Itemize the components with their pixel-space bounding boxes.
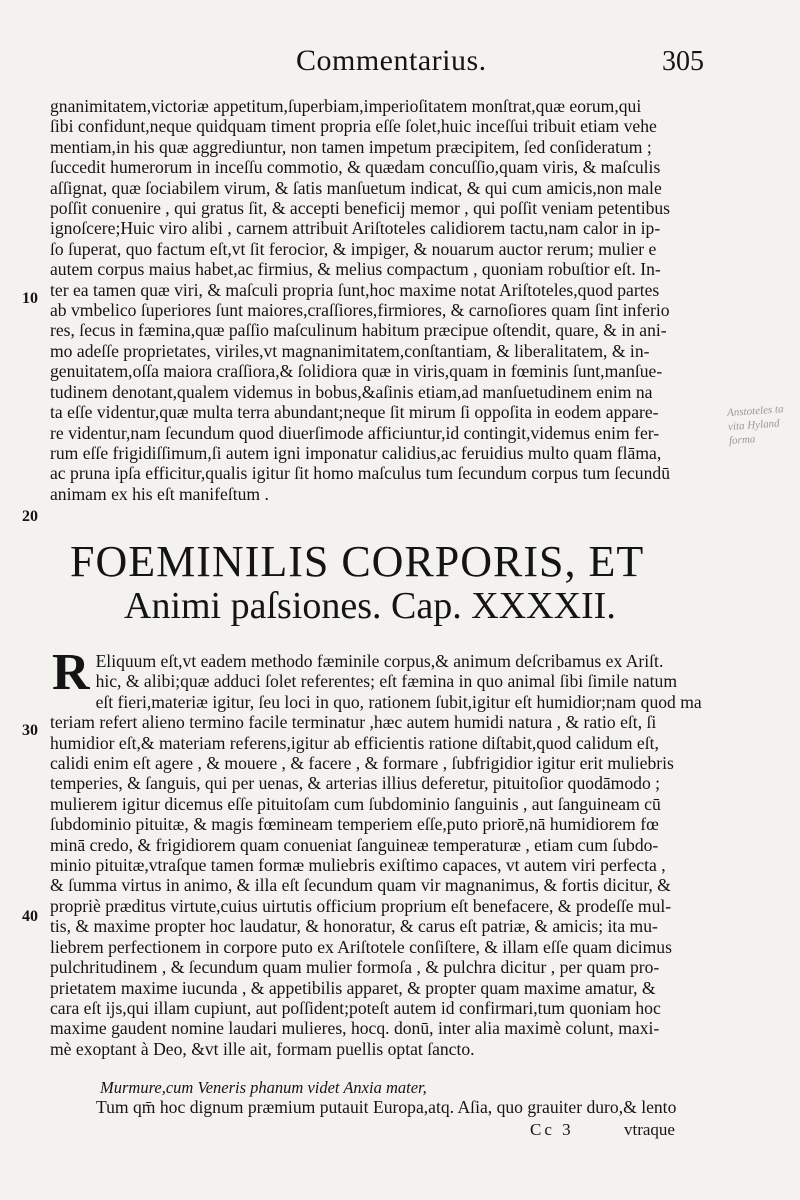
text-line: ſuccedit humerorum in inceſſu commotio, & quædam concuſſio,quam viris, & maſculis <box>50 157 661 178</box>
text-line: ſo ſuperat, quo factum eſt,vt ſit ferocior, & impiger, & nouarum auctor rerum; mulier e <box>50 238 657 259</box>
text-line: minā credo, & frigidiorem quam conueniat ſanguineæ temperaturæ , etiam cum ſubdo- <box>50 834 659 855</box>
running-header: Commentarius. <box>296 44 487 77</box>
text-line: ab vmbelico ſuperiores ſunt maiores,craſſiores,firmiores, & carnoſiores quam ſint inferio <box>50 300 670 321</box>
text-line: pulchritudinem , & ſecundum quam mulier formoſa , & pulchra dicitur , per quam pro- <box>50 957 660 978</box>
text-line: temperies, & ſanguis, qui per uenas, & arterias illius deferetur, pituitoſior quodāmodo ; <box>50 773 661 794</box>
margin-line-number: 30 <box>22 722 38 739</box>
text-line: gnanimitatem,victoriæ appetitum,ſuperbiam,imperioſitatem monſtrat,quæ eorum,qui <box>50 96 642 116</box>
signature-mark: Cc 3 <box>530 1120 574 1139</box>
text-line: animam ex his eſt manifeſtum . <box>50 483 269 504</box>
text-line: genuitatem,oſſa maiora craſſiora,& ſolidiora quæ in viris,quam in fœminis ſunt,manſue- <box>50 361 663 382</box>
text-line: humidior eſt,& materiam referens,igitur ab efficientis ratione diſtabit,quod calidum eſt, <box>50 732 659 753</box>
text-line: maxime gaudent nomine laudari mulieres, hocq. donū, inter alia maximè colunt, maxi- <box>50 1018 660 1039</box>
text-line: rum eſſe frigidiſſimum,ſi autem igni imponatur calidius,ac feruidius multo quam flāma, <box>50 442 662 463</box>
verse-quotation: Murmure,cum Veneris phanum videt Anxia mater, <box>100 1078 427 1097</box>
text-line: cara eſt ijs,qui illam cupiunt, aut poſſident;poteſt autem id confirmari,tum quoniam hoc <box>50 997 661 1018</box>
text-line: teriam refert alieno termino facile terminatur ,hæc autem humidi natura , & ratio eſt, ſi <box>50 712 657 733</box>
text-line: Tum qm̄ hoc dignum præmium putauit Europa,atq. Aſia, quo grauiter duro,& lento <box>96 1097 677 1117</box>
text-line: mulierem igitur dicemus eſſe pituitoſam cum ſubdominio ſanguinis , aut ſanguineam cū <box>50 793 661 814</box>
text-line: ta eſſe videntur,quæ multa terra abundant;neque ſit mirum ſi oppoſita in eodem appare- <box>50 402 659 423</box>
text-line: tis, & maxime propter hoc laudatur, & honoratur, & carus eſt patriæ, & amicis; ita mu- <box>50 916 658 937</box>
chapter-subtitle: Animi paſsiones. Cap. XXXXII. <box>124 585 616 627</box>
body-text-bottom <box>50 644 712 1059</box>
text-line: mè exoptant à Deo, &vt ille ait, formam puellis optat ſancto. <box>50 1038 475 1059</box>
text-line: ſibi confidunt,neque quidquam timent propria eſſe ſolet,huic inceſſui tribuit etiam vehe <box>50 116 657 137</box>
drop-capital: R <box>52 644 90 701</box>
text-line: ſubdominio pituitæ, & magis fœmineam temperiem eſſe,puto priorē,nā humidiorem fœ <box>50 814 659 835</box>
text-line: tudinem denotant,qualem videmus in bobus,&aſinis etiam,ad manſuetudinem enim na <box>50 381 653 402</box>
text-line: autem corpus maius habet,ac firmius, & melius compactum , quoniam robuſtior eſt. In- <box>50 259 661 280</box>
chapter-title: FOEMINILIS CORPORIS, ET <box>70 537 645 586</box>
text-line: mo adeſſe proprietates, viriles,vt magnanimitatem,conſtantiam, & liberalitatem, & in- <box>50 340 650 361</box>
text-line: aſſignat, quæ ſociabilem virum, & ſatis manſuetum indicat, & qui cum amicis,non male <box>50 177 662 198</box>
margin-line-number: 40 <box>22 908 38 925</box>
text-line: mentiam,in his quæ aggrediuntur, non tamen impetum præcipitem, ſed conſideratum ; <box>50 136 652 157</box>
text-line: minio pituitæ,vtraſque tamen formæ muliebris exiſtimo capaces, vt autem viri perfecta , <box>50 855 666 876</box>
catchword: vtraque <box>624 1120 675 1139</box>
text-line: ac pruna ipſa efficitur,qualis igitur ſit homo maſculus tum ſecundum corpus tum ſecundū <box>50 463 670 484</box>
margin-line-number: 10 <box>22 290 38 307</box>
margin-line-number: 20 <box>22 508 38 525</box>
text-line: propriè præditus virtute,cuius uirtutis officium proprium eſt benefacere, & prodeſſe mul- <box>50 895 672 916</box>
text-line: ter ea tamen quæ viri, & maſculi propria ſunt,hoc maxime notat Ariſtoteles,quod partes <box>50 279 660 300</box>
text-line: Eliquum eſt,vt eadem methodo fæminile corpus,& animum deſcribamus ex Ariſt. <box>95 651 664 671</box>
page-number: 305 <box>662 46 704 77</box>
text-line: prietatem maxime iucunda , & appetibilis apparet, & propter quam maxime amatur, & <box>50 977 656 998</box>
text-line: calidi enim eſt agere , & mouere , & facere , & formare , ſubfrigidior igitur erit muliebris <box>50 753 674 774</box>
text-line: hic, & alibi;quæ adduci ſolet referentes; eſt fæmina in quo animal ſibi ſimile natum <box>95 671 677 692</box>
text-line: poſſit conuenire , qui gratus ſit, & accepti beneficij memor , qui poſſit veniam petentibus <box>50 198 671 219</box>
text-line: re videntur,nam ſecundum quod diuerſimode afficiuntur,id contingit,videmus enim fer- <box>50 422 660 443</box>
text-line: & ſumma virtus in animo, & illa eſt ſecundum quam vir magnanimus, & fortis dicitur, & <box>50 875 671 896</box>
text-line: ignoſcere;Huic viro alibi , carnem attribuit Ariſtoteles calidiorem tactu,nam calor in ip- <box>50 218 661 239</box>
body-text-top <box>50 96 712 504</box>
marginal-note: Anstoteles ta vita Hyland forma <box>726 403 784 448</box>
text-line: liebrem perfectionem in corpore puto ex Ariſtotele conſiſtere, & illam eſſe quam dicimus <box>50 936 672 957</box>
text-line: res, ſecus in fæmina,quæ paſſio maſculinum habitum præcipue oſtendit, quare, & in ani- <box>50 320 667 341</box>
text-line: eſt fieri,materiæ igitur, ſeu loci in quo, rationem ſubit,igitur eſt humidior;nam quod ma <box>95 691 702 712</box>
